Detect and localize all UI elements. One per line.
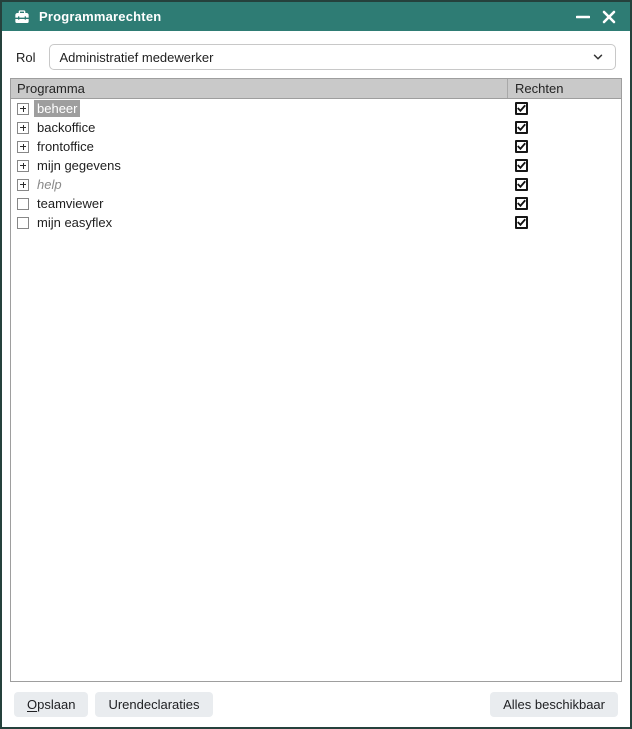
rights-checkbox[interactable] [515, 121, 528, 134]
rights-cell [507, 121, 621, 134]
minimize-button[interactable] [570, 4, 596, 30]
table-row[interactable] [11, 137, 621, 156]
table-row[interactable] [11, 99, 621, 118]
expander-icon[interactable] [17, 217, 29, 229]
row-label[interactable]: mijn gegevens [37, 158, 121, 173]
rights-checkbox[interactable] [515, 140, 528, 153]
table-row[interactable] [11, 194, 621, 213]
table-row[interactable] [11, 118, 621, 137]
row-label[interactable]: teamviewer [37, 196, 104, 211]
row-label[interactable]: mijn easyflex [37, 215, 113, 230]
rights-checkbox[interactable] [515, 159, 528, 172]
window-title: Programmarechten [39, 9, 162, 24]
rights-cell [507, 159, 621, 172]
close-button[interactable] [596, 4, 622, 30]
all-available-button[interactable]: Alles beschikbaar [490, 692, 618, 717]
rights-cell [507, 102, 621, 115]
table-header [11, 79, 621, 99]
rights-cell [507, 178, 621, 191]
save-button[interactable]: O p s l a a n [14, 692, 88, 717]
role-row [16, 44, 616, 70]
program-cell [11, 176, 507, 193]
titlebar [2, 2, 630, 31]
expander-icon[interactable] [17, 122, 29, 134]
rights-checkbox[interactable] [515, 178, 528, 191]
column-header-rechten: Rechten [507, 79, 621, 98]
program-cell [11, 195, 507, 212]
program-cell [11, 214, 507, 231]
program-cell [11, 119, 507, 136]
rights-checkbox[interactable] [515, 197, 528, 210]
column-header-programma: Programma [17, 81, 85, 96]
rights-cell [507, 197, 621, 210]
toolbox-icon [13, 8, 30, 25]
rights-checkbox[interactable] [515, 102, 528, 115]
expander-icon[interactable] [17, 141, 29, 153]
role-select-value: Administratief medewerker [59, 49, 214, 65]
expander-icon[interactable] [17, 179, 29, 191]
program-cell [11, 138, 507, 155]
expander-icon[interactable] [17, 160, 29, 172]
table-row[interactable] [11, 213, 621, 232]
expander-icon[interactable] [17, 198, 29, 210]
row-label[interactable]: help [37, 177, 62, 192]
row-label[interactable]: beheer [34, 100, 80, 117]
chevron-down-icon [591, 50, 605, 64]
program-cell [11, 100, 507, 117]
table-body [11, 99, 621, 681]
rights-cell [507, 140, 621, 153]
footer [2, 682, 630, 727]
role-label: Rol [16, 49, 36, 65]
program-rights-table [10, 78, 622, 682]
expander-icon[interactable] [17, 103, 29, 115]
table-row[interactable] [11, 175, 621, 194]
row-label[interactable]: backoffice [37, 120, 96, 135]
program-cell [11, 157, 507, 174]
rights-cell [507, 216, 621, 229]
table-row[interactable] [11, 156, 621, 175]
role-select[interactable] [49, 44, 616, 70]
hour-declarations-button[interactable]: Urendeclaraties [95, 692, 212, 717]
rights-checkbox[interactable] [515, 216, 528, 229]
row-label[interactable]: frontoffice [37, 139, 94, 154]
